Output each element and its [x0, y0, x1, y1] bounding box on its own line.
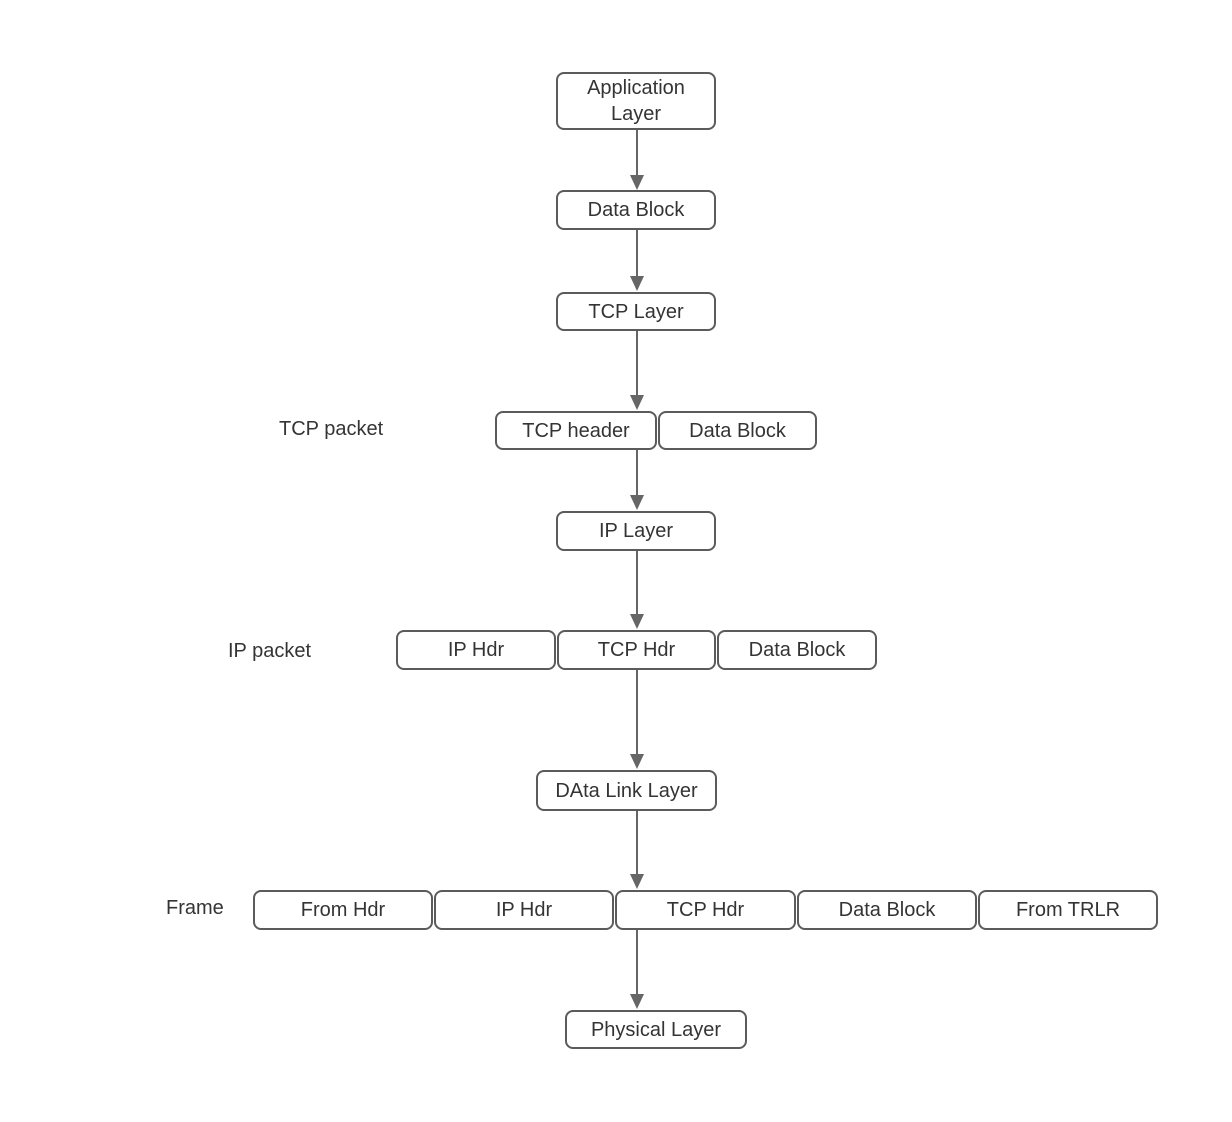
cell-from-trlr: From TRLR [978, 890, 1158, 930]
cell-data-block: Data Block [717, 630, 877, 670]
node-data-block: Data Block [556, 190, 716, 230]
cell-tcp-hdr: TCP Hdr [615, 890, 796, 930]
arrow-line [636, 811, 638, 875]
arrow-line [636, 450, 638, 496]
arrow-line [636, 930, 638, 995]
cell-ip-hdr: IP Hdr [434, 890, 614, 930]
label-ip-packet: IP packet [228, 640, 312, 662]
cell-data-block: Data Block [658, 411, 817, 450]
node-physical-layer: Physical Layer [565, 1010, 747, 1049]
arrow-down-icon [630, 994, 644, 1009]
label-tcp-packet: TCP packet [279, 418, 384, 440]
arrow-line [636, 670, 638, 755]
arrow-down-icon [630, 754, 644, 769]
cell-from-hdr: From Hdr [253, 890, 433, 930]
arrow-down-icon [630, 395, 644, 410]
cell-tcp-hdr: TCP Hdr [557, 630, 716, 670]
arrow-line [636, 130, 638, 176]
node-ip-layer: IP Layer [556, 511, 716, 551]
arrow-down-icon [630, 874, 644, 889]
arrow-down-icon [630, 276, 644, 291]
arrow-down-icon [630, 614, 644, 629]
cell-ip-hdr: IP Hdr [396, 630, 556, 670]
node-data-link-layer: DAta Link Layer [536, 770, 717, 811]
label-frame: Frame [166, 897, 224, 919]
node-application-layer: Application Layer [556, 72, 716, 130]
node-tcp-layer: TCP Layer [556, 292, 716, 331]
arrow-down-icon [630, 495, 644, 510]
arrow-line [636, 551, 638, 615]
arrow-line [636, 230, 638, 277]
cell-data-block: Data Block [797, 890, 977, 930]
cell-tcp-header: TCP header [495, 411, 657, 450]
arrow-line [636, 331, 638, 396]
arrow-down-icon [630, 175, 644, 190]
